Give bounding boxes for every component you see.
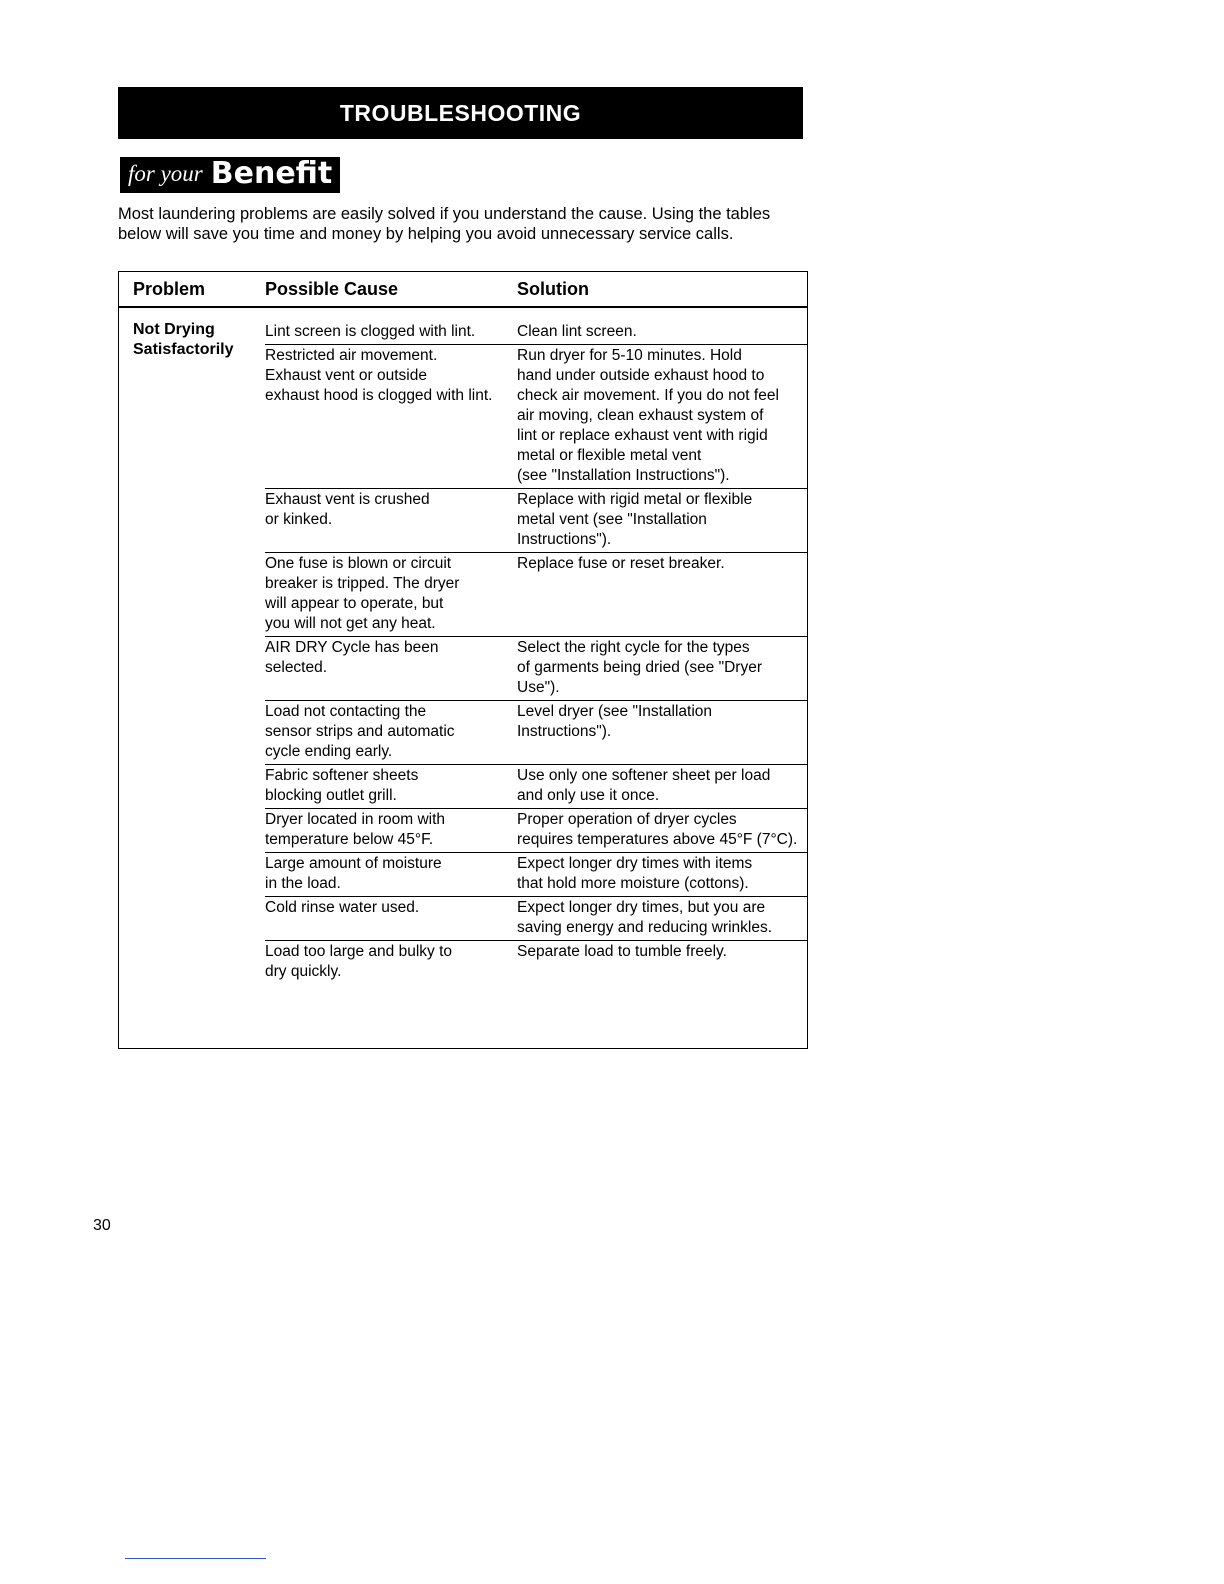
page-number: 30 xyxy=(93,1217,111,1234)
possible-cause-cell: Load too large and bulky to dry quickly. xyxy=(265,943,452,980)
table-row xyxy=(265,637,807,701)
troubleshooting-table xyxy=(118,271,808,1049)
table-row xyxy=(265,765,807,809)
problem-not-drying-satisfactorily: Not Drying Satisfactorily xyxy=(133,321,234,358)
table-row xyxy=(265,897,807,941)
intro-paragraph: Most laundering problems are easily solved if you understand the cause. Using the tables below will save you time and money by helping you avoid unnecessary service calls. xyxy=(118,205,771,243)
table-row xyxy=(265,941,807,984)
possible-cause-cell: Exhaust vent is crushed or kinked. xyxy=(265,491,430,528)
solution-cell: Separate load to tumble freely. xyxy=(517,943,727,960)
solution-cell: Use only one softener sheet per load and only use it once. xyxy=(517,767,771,804)
possible-cause-cell: Restricted air movement. Exhaust vent or outside exhaust hood is clogged with lint. xyxy=(265,347,493,404)
table-header xyxy=(119,272,807,308)
benefit-logo-word: Benefit xyxy=(210,156,333,191)
footer-rule xyxy=(125,1558,266,1559)
possible-cause-cell: Lint screen is clogged with lint. xyxy=(265,323,476,340)
benefit-logo-prefix: for your xyxy=(128,161,203,186)
section-header xyxy=(118,87,803,139)
cause-solution-list xyxy=(265,321,807,984)
solution-cell: Expect longer dry times, but you are saving energy and reducing wrinkles. xyxy=(517,899,773,936)
possible-cause-cell: Fabric softener sheets blocking outlet grill. xyxy=(265,767,419,804)
column-header-solution: Solution xyxy=(517,279,589,299)
solution-cell: Run dryer for 5-10 minutes. Hold hand under outside exhaust hood to check air movement. If you do not feel air moving, clean exhaust system of lint or replace exhaust vent with rigid metal or flexible metal vent (see "Installation Instructions"). xyxy=(517,347,779,484)
table-row xyxy=(265,321,807,345)
solution-cell: Level dryer (see "Installation Instructions"). xyxy=(517,703,713,740)
solution-cell: Proper operation of dryer cycles requires temperatures above 45°F (7°C). xyxy=(517,811,798,848)
table-row xyxy=(265,853,807,897)
table-row xyxy=(265,701,807,765)
table-row xyxy=(265,553,807,637)
possible-cause-cell: One fuse is blown or circuit breaker is tripped. The dryer will appear to operate, but you will not get any heat. xyxy=(265,555,460,632)
possible-cause-cell: Large amount of moisture in the load. xyxy=(265,855,442,892)
solution-cell: Expect longer dry times with items that hold more moisture (cottons). xyxy=(517,855,753,892)
possible-cause-cell: Dryer located in room with temperature below 45°F. xyxy=(265,811,446,848)
column-header-possible-cause: Possible Cause xyxy=(265,279,399,299)
possible-cause-cell: Load not contacting the sensor strips and automatic cycle ending early. xyxy=(265,703,455,760)
solution-cell: Select the right cycle for the types of garments being dried (see "Dryer Use"). xyxy=(517,639,763,696)
solution-cell: Replace with rigid metal or flexible metal vent (see "Installation Instructions"). xyxy=(517,491,753,548)
column-header-problem: Problem xyxy=(133,279,206,299)
solution-cell: Clean lint screen. xyxy=(517,323,637,340)
solution-cell: Replace fuse or reset breaker. xyxy=(517,555,725,572)
possible-cause-cell: Cold rinse water used. xyxy=(265,899,420,916)
table-row xyxy=(265,345,807,489)
for-your-benefit-logo xyxy=(120,157,340,193)
table-row xyxy=(265,489,807,553)
table-row xyxy=(265,809,807,853)
section-title: TROUBLESHOOTING xyxy=(339,99,582,126)
possible-cause-cell: AIR DRY Cycle has been selected. xyxy=(265,639,439,676)
